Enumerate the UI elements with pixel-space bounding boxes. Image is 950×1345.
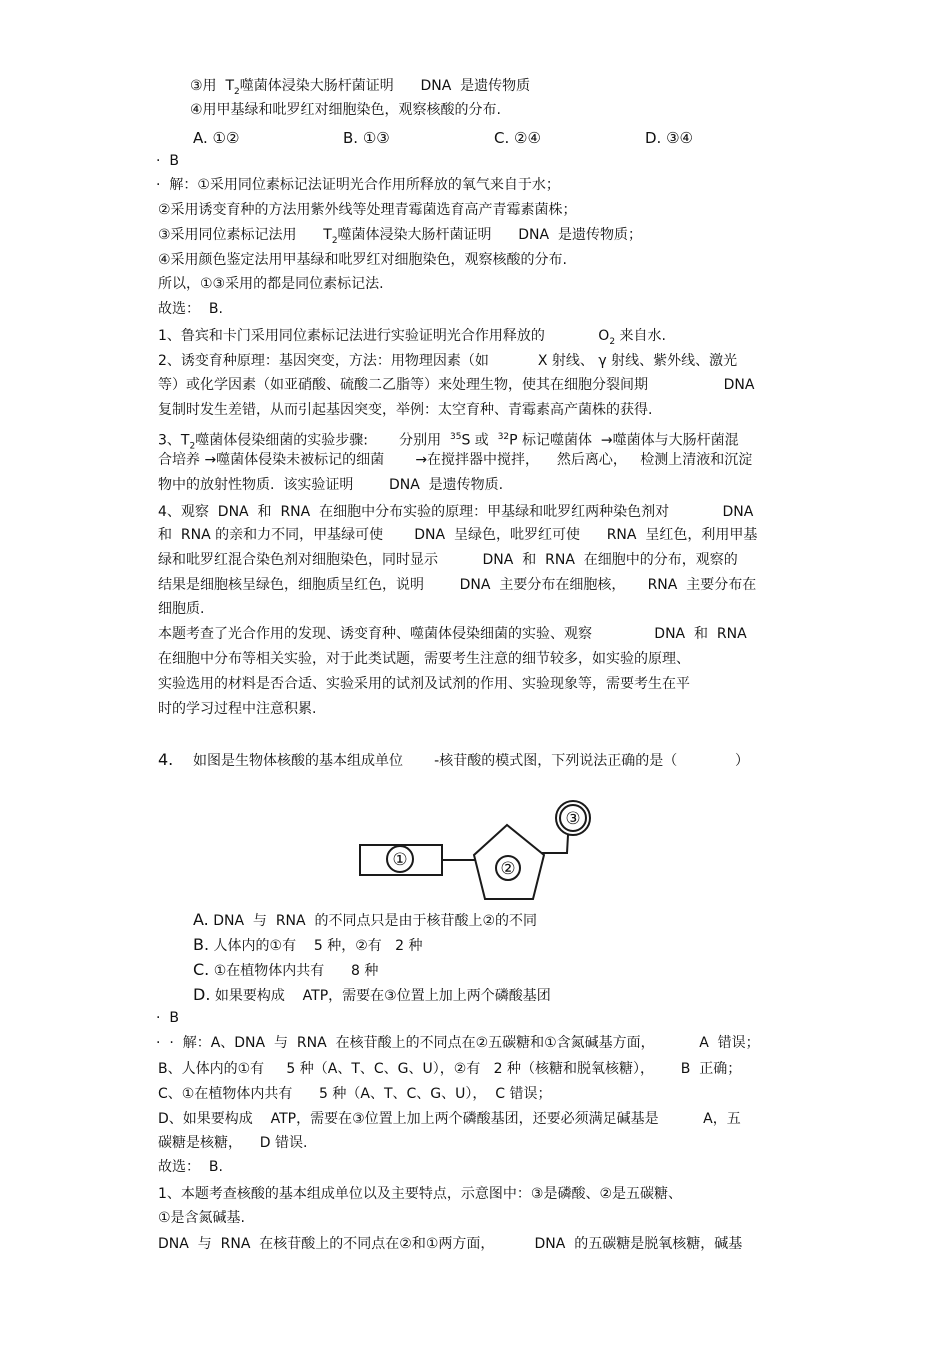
label-3: ③ bbox=[565, 809, 581, 829]
q4-number: 4. bbox=[158, 750, 174, 769]
q4-option-d: D. 如果要构成 ATP，需要在③位置上加上两个磷酸基团 bbox=[193, 985, 551, 1004]
q3-note-line: 在细胞中分布等相关实验，对于此类试题，需要考生注意的细节较多，如实验的原理、 bbox=[158, 651, 690, 667]
label-2: ② bbox=[500, 859, 516, 879]
q4-analysis-line: · · 解：A、DNA 与 RNA 在核苷酸上的不同点在②五碳糖和①含氮碱基方面， A 错误； bbox=[156, 1035, 760, 1051]
q4-analysis-line: DNA 与 RNA 在核苷酸上的不同点在②和①两方面， DNA 的五碳糖是脱氧核糖，碱基 bbox=[158, 1236, 743, 1252]
q4-option-b: B. 人体内的①有 5 种，②有 2 种 bbox=[193, 935, 423, 954]
q3-note-line: 3、$T_2$噬菌体侵染细菌的实验步骤: 分别用 $^{35}$S 或 $^{32}$P 标记噬菌体 →噬菌体与大肠杆菌混 bbox=[158, 432, 739, 452]
q3-option-b: B. ①③ bbox=[343, 129, 390, 147]
q3-note-line: 细胞质. bbox=[158, 601, 205, 617]
q3-note-line: 时的学习过程中注意积累. bbox=[158, 701, 317, 717]
q3-analysis-line: ④采用颜色鉴定法用甲基绿和吡罗红对细胞染色，观察核酸的分布. bbox=[158, 252, 567, 268]
q3-analysis-line: 所以，①③采用的都是同位素标记法. bbox=[158, 276, 384, 292]
q4-analysis-line: 故选： B. bbox=[158, 1159, 223, 1175]
item-3-text: ③用 $T_2$噬菌体浸染大肠杆菌证明 DNA 是遗传物质 bbox=[190, 78, 531, 97]
q3-option-d: D. ③④ bbox=[645, 129, 693, 147]
q3-analysis-line: 故选： B. bbox=[158, 301, 223, 317]
item-4-text: ④用甲基绿和吡罗红对细胞染色，观察核酸的分布. bbox=[190, 102, 501, 118]
q3-note-line: 和 RNA 的亲和力不同，甲基绿可使 DNA 呈绿色，吡罗红可使 RNA 呈红色，利用甲基 bbox=[158, 527, 758, 543]
sugar-phosphate-bond bbox=[542, 835, 568, 853]
q3-note-line: 本题考查了光合作用的发现、诱变育种、噬菌体侵染细菌的实验、观察 DNA 和 RNA bbox=[158, 626, 747, 642]
q3-note-line: 实验选用的材料是否合适、实验采用的试剂及试剂的作用、实验现象等，需要考生在平 bbox=[158, 676, 690, 692]
q3-note-line: 结果是细胞核呈绿色，细胞质呈红色，说明 DNA 主要分布在细胞核， RNA 主要分布在 bbox=[158, 577, 757, 593]
q3-note-line: 2、诱变育种原理：基因突变，方法：用物理因素（如 X 射线、 γ 射线、紫外线、激光 bbox=[158, 353, 738, 369]
nucleotide-diagram bbox=[355, 793, 600, 908]
q4-option-a: A. DNA 与 RNA 的不同点只是由于核苷酸上②的不同 bbox=[193, 910, 538, 929]
q4-stem: 如图是生物体核酸的基本组成单位 -核苷酸的模式图，下列说法正确的是（ ） bbox=[193, 753, 750, 769]
q3-note-line: 合培养 →噬菌体侵染未被标记的细菌 →在搅拌器中搅拌， 然后离心， 检测上清液和沉淀 bbox=[158, 452, 753, 468]
q3-note-line: 等）或化学因素（如亚硝酸、硫酸二乙脂等）来处理生物，使其在细胞分裂间期 DNA bbox=[158, 377, 755, 393]
q3-option-c: C. ②④ bbox=[494, 129, 541, 147]
q4-analysis-line: 碳糖是核糖， D 错误. bbox=[158, 1135, 308, 1151]
q3-note-line: 复制时发生差错，从而引起基因突变，举例：太空育种、青霉素高产菌株的获得. bbox=[158, 402, 653, 418]
q3-analysis-line: ③采用同位素标记法用 $T_2$噬菌体浸染大肠杆菌证明 DNA 是遗传物质； bbox=[158, 227, 642, 246]
q3-note-line: 绿和吡罗红混合染色剂对细胞染色，同时显示 DNA 和 RNA 在细胞中的分布，观察的 bbox=[158, 552, 738, 568]
q3-analysis-line: · 解：①采用同位素标记法证明光合作用所释放的氧气来自于水； bbox=[156, 177, 560, 193]
q3-answer: · B bbox=[156, 153, 179, 169]
q4-analysis-line: C、①在植物体内共有 5 种（A、T、C、G、U）， C 错误； bbox=[158, 1086, 552, 1102]
q4-answer: · B bbox=[156, 1010, 179, 1026]
q3-analysis-line: ②采用诱变育种的方法用紫外线等处理青霉菌选育高产青霉素菌株； bbox=[158, 202, 577, 218]
q4-option-c: C. ①在植物体内共有 8 种 bbox=[193, 960, 379, 979]
q3-note-line: 1、鲁宾和卡门采用同位素标记法进行实验证明光合作用释放的 $O_2$ 来自水. bbox=[158, 328, 666, 347]
q4-analysis-line: B、人体内的①有 5 种（A、T、C、G、U），②有 2 种（核糖和脱氧核糖）， B 正确； bbox=[158, 1061, 742, 1077]
q3-option-a: A. ①② bbox=[193, 129, 240, 147]
q4-analysis-line: ①是含氮碱基. bbox=[158, 1210, 246, 1226]
q3-note-line: 物中的放射性物质. 该实验证明 DNA 是遗传物质. bbox=[158, 477, 504, 493]
q4-analysis-line: 1、本题考查核酸的基本组成单位以及主要特点，示意图中：③是磷酸、②是五碳糖、 bbox=[158, 1186, 683, 1202]
label-1: ① bbox=[392, 850, 408, 870]
q4-analysis-line: D、如果要构成 ATP，需要在③位置上加上两个磷酸基团，还要必须满足碱基是 A，五 bbox=[158, 1111, 741, 1127]
q3-note-line: 4、观察 DNA 和 RNA 在细胞中分布实验的原理：甲基绿和吡罗红两种染色剂对 DNA bbox=[158, 504, 754, 520]
